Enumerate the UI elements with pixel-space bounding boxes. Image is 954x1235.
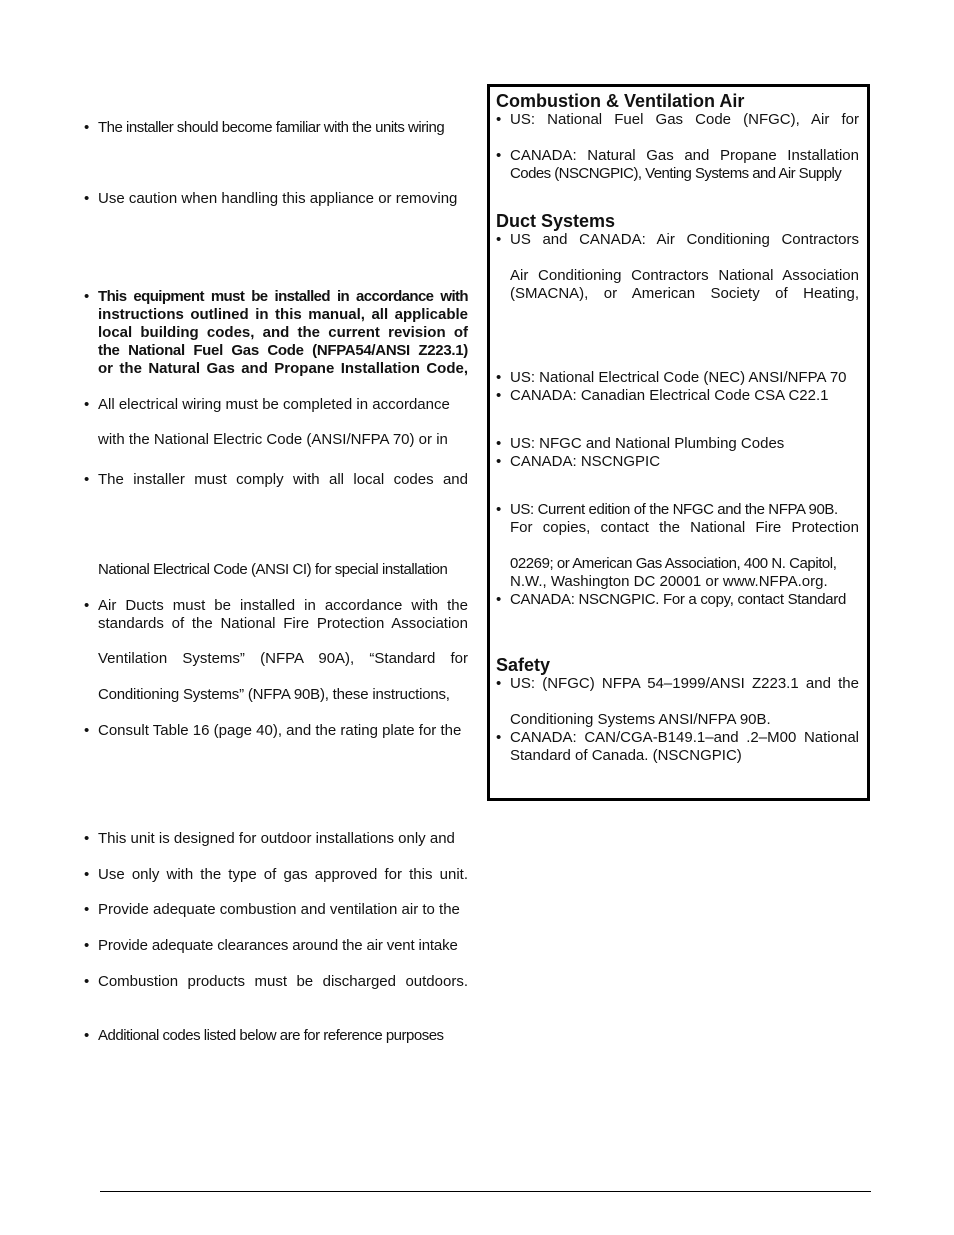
bullet-icon: • [496,435,502,452]
list-item: US: National Electrical Code (NEC) ANSI/NFPA 70 [510,369,847,386]
bullet-icon: • [496,231,502,248]
list-item: US: NFGC and National Plumbing Codes [510,435,785,452]
list-item: Codes (NSCNGPIC), Venting Systems and Air Supply [510,165,842,182]
bullet-icon: • [84,830,90,847]
list-item: N.W., Washington DC 20001 or www.NFPA.org. [510,573,828,590]
bullet-icon: • [84,973,90,990]
bullet-icon: • [84,471,90,488]
list-item: Air Conditioning Contractors National Association [510,267,859,284]
list-item: US: Current edition of the NFGC and the NFPA 90B. [510,501,838,518]
list-item-bold: or the Natural Gas and Propane Installation Code, [98,360,468,377]
list-item: standards of the National Fire Protection Association [98,615,468,632]
list-item: CANADA: NSCNGPIC [510,453,661,470]
bullet-icon: • [84,901,90,918]
bullet-icon: • [84,119,90,136]
bullet-icon: • [84,190,90,207]
combustion-ventilation-heading: Combustion & Ventilation Air [496,91,745,111]
bullet-icon: • [84,288,90,305]
bullet-icon: • [496,387,502,404]
list-item: For copies, contact the National Fire Protection [510,519,859,536]
list-item-bold: This equipment must be installed in accordance with [98,288,468,305]
list-item: US: National Fuel Gas Code (NFGC), Air for [510,111,859,128]
list-item: All electrical wiring must be completed in accordance [98,396,450,413]
list-item: The installer must comply with all local codes and [98,471,468,488]
list-item: Use only with the type of gas approved for this unit. [98,866,468,883]
list-item: The installer should become familiar with the units wiring [98,119,445,136]
list-item: CANADA: Natural Gas and Propane Installation [510,147,859,164]
list-item: Consult Table 16 (page 40), and the rating plate for the [98,722,462,739]
list-item: (SMACNA), or American Society of Heating, [510,285,859,302]
bullet-icon: • [496,369,502,386]
list-item: US and CANADA: Air Conditioning Contractors [510,231,859,248]
list-item: CANADA: Canadian Electrical Code CSA C22.1 [510,387,829,404]
list-item-bold: instructions outlined in this manual, all applicable [98,306,468,323]
bullet-icon: • [496,111,502,128]
bullet-icon: • [84,722,90,739]
bullet-icon: • [84,396,90,413]
bullet-icon: • [496,453,502,470]
list-item: Ventilation Systems” (NFPA 90A), “Standard for [98,650,468,667]
list-item: CANADA: CAN/CGA-B149.1–and .2–M00 National [510,729,859,746]
bullet-icon: • [84,1027,90,1044]
list-item: with the National Electric Code (ANSI/NFPA 70) or in [98,431,448,448]
list-item: 02269; or American Gas Association, 400 N. Capitol, [510,555,837,572]
bullet-icon: • [496,675,502,692]
list-item: Use caution when handling this appliance or removing [98,190,458,207]
list-item-bold: the National Fuel Gas Code (NFPA54/ANSI Z223.1) [98,342,468,359]
bullet-icon: • [496,501,502,518]
bullet-icon: • [84,937,90,954]
list-item: Conditioning Systems ANSI/NFPA 90B. [510,711,771,728]
safety-heading: Safety [496,655,551,675]
list-item: Conditioning Systems” (NFPA 90B), these instructions, [98,686,450,703]
bullet-icon: • [496,591,502,608]
list-item: Provide adequate clearances around the air vent intake [98,937,458,954]
list-item-bold: local building codes, and the current revision of [98,324,468,341]
list-item: CANADA: NSCNGPIC. For a copy, contact Standard [510,591,847,608]
list-item: Combustion products must be discharged outdoors. [98,973,468,990]
list-item: Air Ducts must be installed in accordance with the [98,597,468,614]
list-item: US: (NFGC) NFPA 54–1999/ANSI Z223.1 and the [510,675,859,692]
list-item: National Electrical Code (ANSI CI) for special installation [98,561,448,578]
bullet-icon: • [84,866,90,883]
bullet-icon: • [496,729,502,746]
duct-systems-heading: Duct Systems [496,211,616,231]
footer-divider [100,1191,871,1192]
list-item: This unit is designed for outdoor installations only and [98,830,455,847]
list-item: Provide adequate combustion and ventilation air to the [98,901,460,918]
list-item: Standard of Canada. (NSCNGPIC) [510,747,742,764]
bullet-icon: • [496,147,502,164]
list-item: Additional codes listed below are for reference purposes [98,1027,444,1044]
bullet-icon: • [84,597,90,614]
